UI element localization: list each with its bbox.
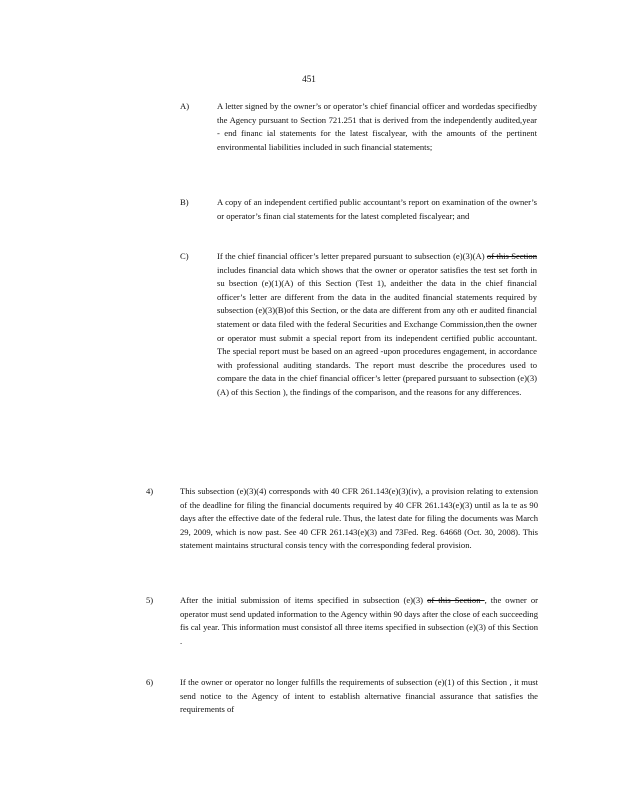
item-label: 5) xyxy=(146,595,154,605)
item-label: C) xyxy=(180,251,189,261)
struck-text: of this Section xyxy=(427,595,485,605)
item-text xyxy=(180,594,538,648)
text-segment: A copy of an independent certified public accountant’s report on examination of the owner’s or operator’s finan cial statements for the latest completed fiscalyear; and xyxy=(217,197,537,221)
text-segment: This subsection (e)(3)(4) corresponds with 40 CFR 261.143(e)(3)(iv), a provision relating to extension of the deadline for filing the financial documents required by 40 CFR 261.143(e)(3) until as la te as 90 days after the effective date of the federal rule. Thus, the latest date for filing the documents was March 29, 2009, which is now past. See 40 CFR 261.143(e)(3) and 73Fed. Reg. 64668 (Oct. 30, 2008). This statement maintains structural consis tency with the corresponding federal provision. xyxy=(180,486,538,551)
text-segment: If the chief financial officer’s letter prepared pursuant to subsection (e)(3)(A) xyxy=(217,251,487,261)
item-text xyxy=(180,676,538,717)
item-label: A) xyxy=(180,101,190,111)
page-number: 451 xyxy=(302,74,316,84)
item-label: B) xyxy=(180,197,189,207)
text-segment: If the owner or operator no longer fulfills the requirements of subsection (e)(1) of this Section , it must send notice to the Agency of intent to establish alternative financial assurance that satisfies the requirements of xyxy=(180,677,538,715)
text-segment: , the owner or operator must send updated information to the Agency within 90 days after the close of each succeeding fis cal year. This information must consistof all three items specified in subsection (e)(3) of this Section . xyxy=(180,595,538,646)
text-segment: A letter signed by the owner’s or operator’s chief financial officer and wordedas specifiedby the Agency pursuant to Section 721.251 that is derived from the independently audited,year - end financ ial statements for the latest fiscalyear, with the amounts of the pertinent environmental liabilities included in such financial statements; xyxy=(217,101,537,152)
item-text xyxy=(217,100,537,154)
item-label: 4) xyxy=(146,486,154,496)
struck-text: of this Section xyxy=(486,251,537,261)
item-text xyxy=(217,250,537,400)
item-text xyxy=(217,196,537,223)
item-label: 6) xyxy=(146,677,154,687)
item-text xyxy=(180,485,538,553)
text-segment: After the initial submission of items specified in subsection (e)(3) xyxy=(180,595,428,605)
text-segment: includes financial data which shows that the owner or operator satisfies the test set forth in su bsection (e)(1)(A) of this Section (Test 1), andeither the data in the chief financial officer’s letter are different from the data in the audited financial statements required by subsection (e)(3)(B)of this Section, or the data are different from any oth er audited financial statement or data filed with the federal Securities and Exchange Commission,then the owner or operator must submit a special report from its independent certified public accountant. The special report must be based on an agreed -upon procedures engagement, in accordance with professional auditing standards. The report must describe the procedures used to compare the data in the chief financial officer’s letter (prepared pursuant to subsection (e)(3)(A) of this Section ), the findings of the comparison, and the reasons for any differences. xyxy=(217,264,537,397)
